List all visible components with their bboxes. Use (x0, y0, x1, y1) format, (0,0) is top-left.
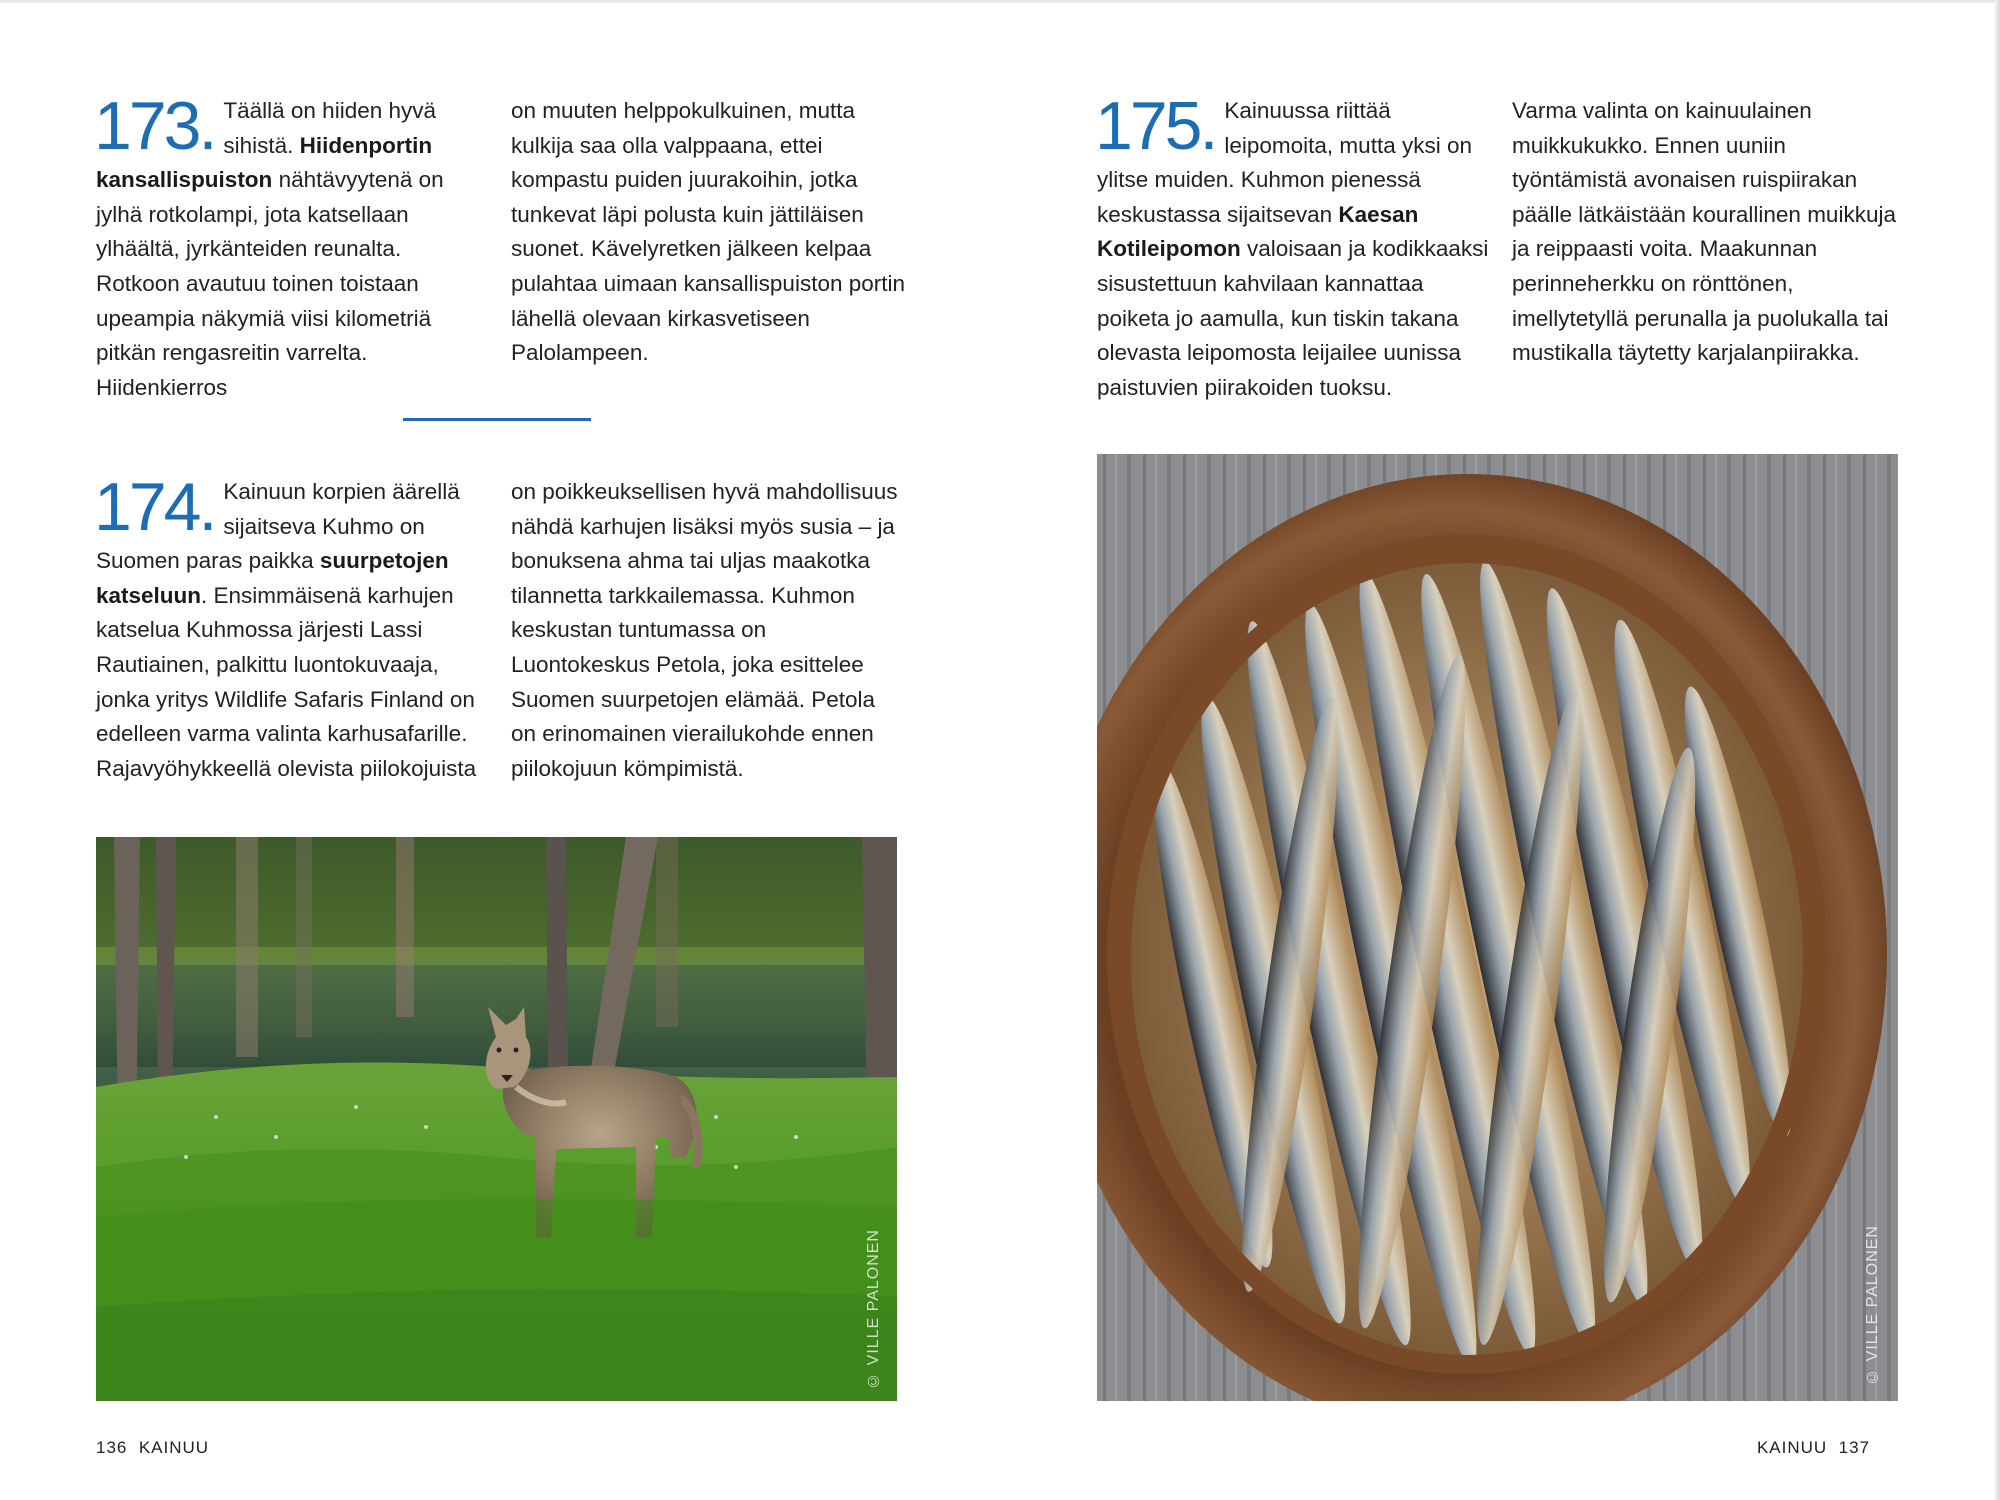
entry-175-bold: Kaesan Kotileipomon (1097, 201, 1419, 262)
entry-173-col1: 173. Täällä on hiiden hyvä sihistä. Hiidenportin kansallispuiston nähtävyytenä on jylhä rotkolampi, jota katsellaan ylhäältä, jyrkänteiden reunalta. Rotkoon avautuu toinen toistaan upeampia näkymiä viisi kilometriä pitkän rengasreitin varrelta. Hiidenkierros (94, 88, 444, 400)
entry-173-col2: on muuten helppokulkuinen, mutta kulkija saa olla valppaana, ettei kompastu puiden juurakoihin, jotka tunkevat läpi polusta kuin jättiläisen suonet. Kävelyretken jälkeen kelpaa pulahtaa uimaan kansallispuiston portin lähellä olevaan kirkasvetiseen Palolampeen. (511, 98, 906, 366)
entry-174-number: 174. (94, 469, 218, 545)
entry-175-number: 175. (1095, 88, 1219, 164)
wolf-photo (96, 837, 897, 1401)
left-page-folio (96, 1438, 209, 1458)
left-page-number: 136 (96, 1438, 128, 1457)
wolf-photo-illustration (96, 837, 897, 1401)
fish-pie-photo (1097, 454, 1898, 1401)
fish-pie-photo-illustration (1097, 454, 1898, 1401)
entry-175-col1: 175. Kainuussa riittää leipomoita, mutta yksi on ylitse muiden. Kuhmon pienessä keskustassa sijaitsevan Kaesan Kotileipomon valoisaan ja kodikkaaksi sisustettuun kahvilaan kannattaa poiketa jo aamulla, kun tiskin takana olevasta leipomosta leijailee uunissa paistuvien piirakoiden tuoksu. (1095, 88, 1489, 400)
left-page-section: KAINUU (138, 1438, 210, 1457)
right-page-number: 137 (1838, 1438, 1870, 1457)
page-edge-shadow (1995, 0, 2000, 1500)
entry-173-text: Täällä on hiiden hyvä sihistä. (223, 98, 437, 158)
entry-173-bold: Hiidenportin kansallispuiston (96, 132, 433, 193)
entry-174-bold: suurpetojen katseluun (96, 548, 449, 608)
spread-top-edge (0, 0, 2000, 3)
entry-173-number: 173. (94, 88, 218, 164)
section-divider (403, 418, 591, 421)
wolf-photo-credit: © VILLE PALONEN (865, 1229, 882, 1389)
entry-174-col2: on poikkeuksellisen hyvä mahdollisuus nähdä karhujen lisäksi myös susia – ja bonuksena ahma tai uljas maakotka tilannetta tarkkailemassa. Kuhmon keskustan tuntumassa on Luontokeskus Petola, joka esittelee Suomen suurpetojen elämää. Petola on erinomainen vierailukohde ennen piilokojuun kömpimistä. (511, 479, 898, 781)
right-page-section: KAINUU (1756, 1438, 1828, 1457)
entry-175-col2: Varma valinta on kainuulainen muikkukukko. Ennen uuniin työntämistä avonaisen ruispiirakan päälle lätkäistään kourallinen muikkuja ja reippaasti voita. Maakunnan perinneherkku on rönttönen, imellytetyllä perunalla ja puolukalla tai mustikalla täytetty karjalanpiirakka. (1512, 98, 1896, 366)
right-page-folio (1757, 1438, 1870, 1458)
entry-174-col1: 174. Kainuun korpien äärellä sijaitseva Kuhmo on Suomen paras paikka suurpetojen katseluun. Ensimmäisenä karhujen katselua Kuhmossa järjesti Lassi Rautiainen, palkittu luontokuvaaja, jonka yritys Wildlife Safaris Finland on edelleen varma valinta karhusafarille. Rajavyöhykkeellä olevista piilokojuista (94, 469, 477, 781)
fish-pie-photo-credit: © VILLE PALONEN (1864, 1225, 1881, 1385)
